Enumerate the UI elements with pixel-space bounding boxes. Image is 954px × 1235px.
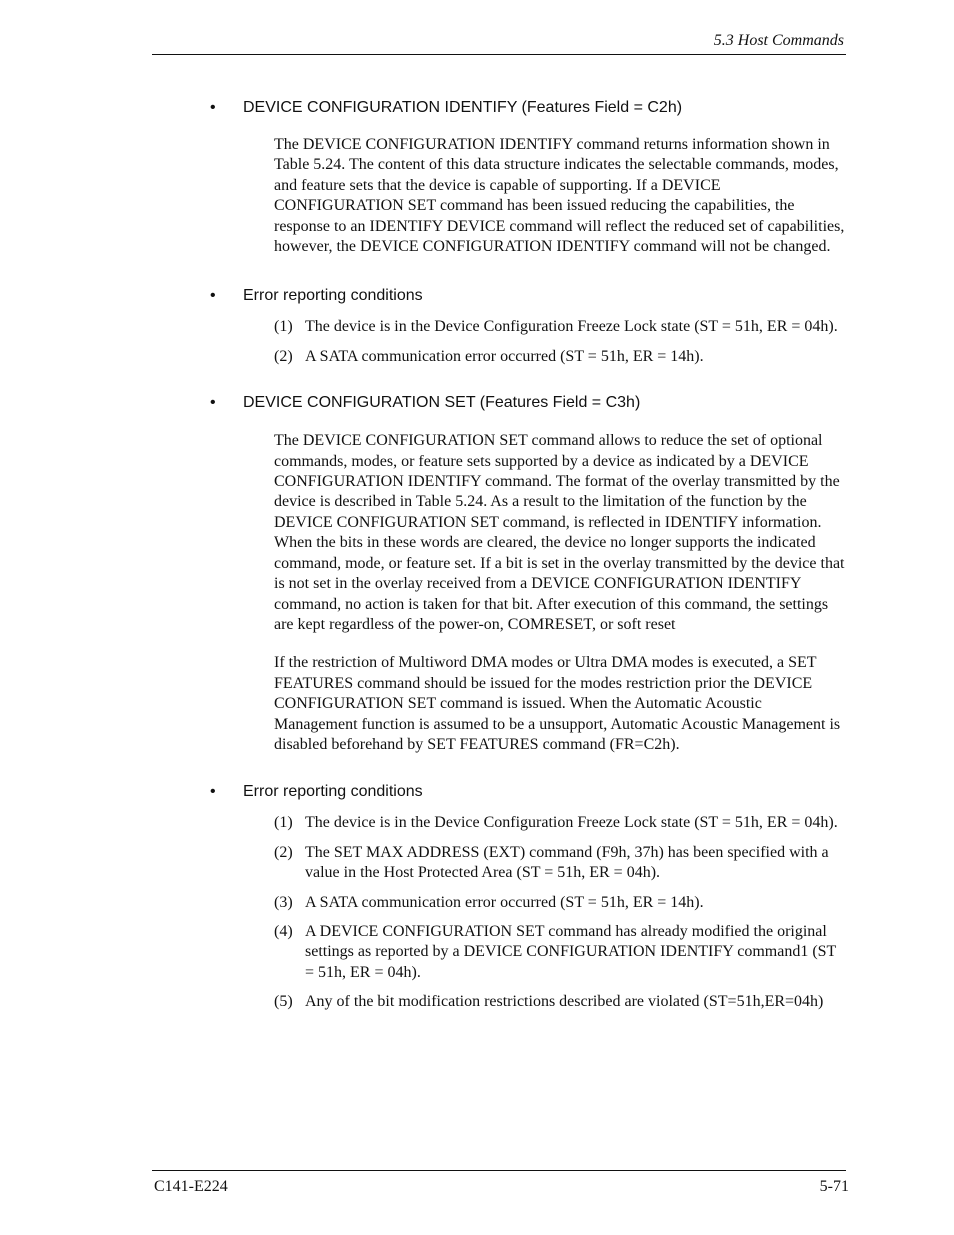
bullet-glyph: • xyxy=(210,99,216,116)
document-id: C141-E224 xyxy=(154,1178,228,1195)
section-heading-identify xyxy=(210,96,954,120)
page-number: 5-71 xyxy=(819,1178,849,1195)
body-paragraph: The DEVICE CONFIGURATION IDENTIFY command returns information shown in Table 5.24. The content of this data structure indicates the selectable commands, modes, and feature sets that the device is capable of supporting. If a DEVICE CONFIGURATION SET command has been issued reducing the capabilities, the response to an IDENTIFY DEVICE command will reflect the reduced set of capabilities, however, the DEVICE CONFIGURATION IDENTIFY command will not be changed. xyxy=(274,136,845,256)
list-item-number: (1) xyxy=(274,814,293,832)
list-item xyxy=(274,813,846,833)
list-item xyxy=(274,347,846,367)
list-item-number: (2) xyxy=(274,347,293,365)
footer-rule xyxy=(152,1170,846,1171)
list-item-text: Any of the bit modification restrictions described are violated (ST=51h,ER=04h) xyxy=(305,993,824,1011)
list-item xyxy=(274,317,846,337)
list-item xyxy=(274,843,846,884)
bullet-glyph: • xyxy=(210,394,216,412)
list-item-number: (5) xyxy=(274,993,293,1011)
section-heading-errors xyxy=(210,284,954,308)
error-list xyxy=(274,317,846,367)
list-item xyxy=(274,992,846,1012)
page-content xyxy=(0,96,954,1022)
list-item-text: A DEVICE CONFIGURATION SET command has already modified the original settings as reported by a DEVICE CONFIGURATION IDENTIFY command1 (ST = 51h, ER = 04h). xyxy=(305,922,837,981)
section-heading-text: Error reporting conditions xyxy=(243,783,423,801)
body-paragraph: If the restriction of Multiword DMA modes or Ultra DMA modes is executed, a SET FEATURES command should be issued for the modes restriction prior the DEVICE CONFIGURATION SET command is issued. When the Automatic Acoustic Management function is assumed to be a unsupport, Automatic Acoustic Management is disabled beforehand by SET FEATURES command (FR=C2h). xyxy=(274,654,841,753)
list-item-text: A SATA communication error occurred (ST = 51h, ER = 14h). xyxy=(305,347,704,365)
list-item-number: (4) xyxy=(274,922,293,940)
section-heading-set xyxy=(210,391,954,415)
list-item-text: A SATA communication error occurred (ST = 51h, ER = 14h). xyxy=(305,893,704,911)
list-item-number: (2) xyxy=(274,843,293,861)
list-item-text: The device is in the Device Configuration Freeze Lock state (ST = 51h, ER = 04h). xyxy=(305,814,838,832)
list-item-number: (1) xyxy=(274,318,293,336)
section-heading-text: Error reporting conditions xyxy=(243,287,423,305)
section-heading-errors xyxy=(210,780,954,804)
running-header: 5.3 Host Commands xyxy=(713,32,844,49)
body-paragraph: The DEVICE CONFIGURATION SET command allows to reduce the set of optional commands, modes, or feature sets supported by a device as indicated by a DEVICE CONFIGURATION IDENTIFY command. The format of the overlay transmitted by the device is described in Table 5.24. As a result to the limitation of the function by the DEVICE CONFIGURATION SET command, is reflected in IDENTIFY information. When the bits in these words are cleared, the device no longer supports the indicated command, mode, or feature set. If a bit is set in the overlay transmitted by the device that is not set in the overlay received from a DEVICE CONFIGURATION IDENTIFY command, no action is taken for that bit. After execution of this command, the settings are kept regardless of the power-on, COMRESET, or soft reset xyxy=(274,432,845,633)
section-heading-text: DEVICE CONFIGURATION IDENTIFY (Features Field = C2h) xyxy=(243,99,683,116)
list-item-number: (3) xyxy=(274,893,293,911)
list-item xyxy=(274,893,846,913)
bullet-glyph: • xyxy=(210,287,216,305)
error-list xyxy=(274,813,846,1012)
list-item xyxy=(274,922,846,983)
section-heading-text: DEVICE CONFIGURATION SET (Features Field = C3h) xyxy=(243,394,641,412)
bullet-glyph: • xyxy=(210,783,216,801)
header-rule xyxy=(152,54,846,55)
list-item-text: The SET MAX ADDRESS (EXT) command (F9h, 37h) has been specified with a value in the Host Protected Area (ST = 51h, ER = 04h). xyxy=(305,843,829,882)
list-item-text: The device is in the Device Configuration Freeze Lock state (ST = 51h, ER = 04h). xyxy=(305,318,838,336)
